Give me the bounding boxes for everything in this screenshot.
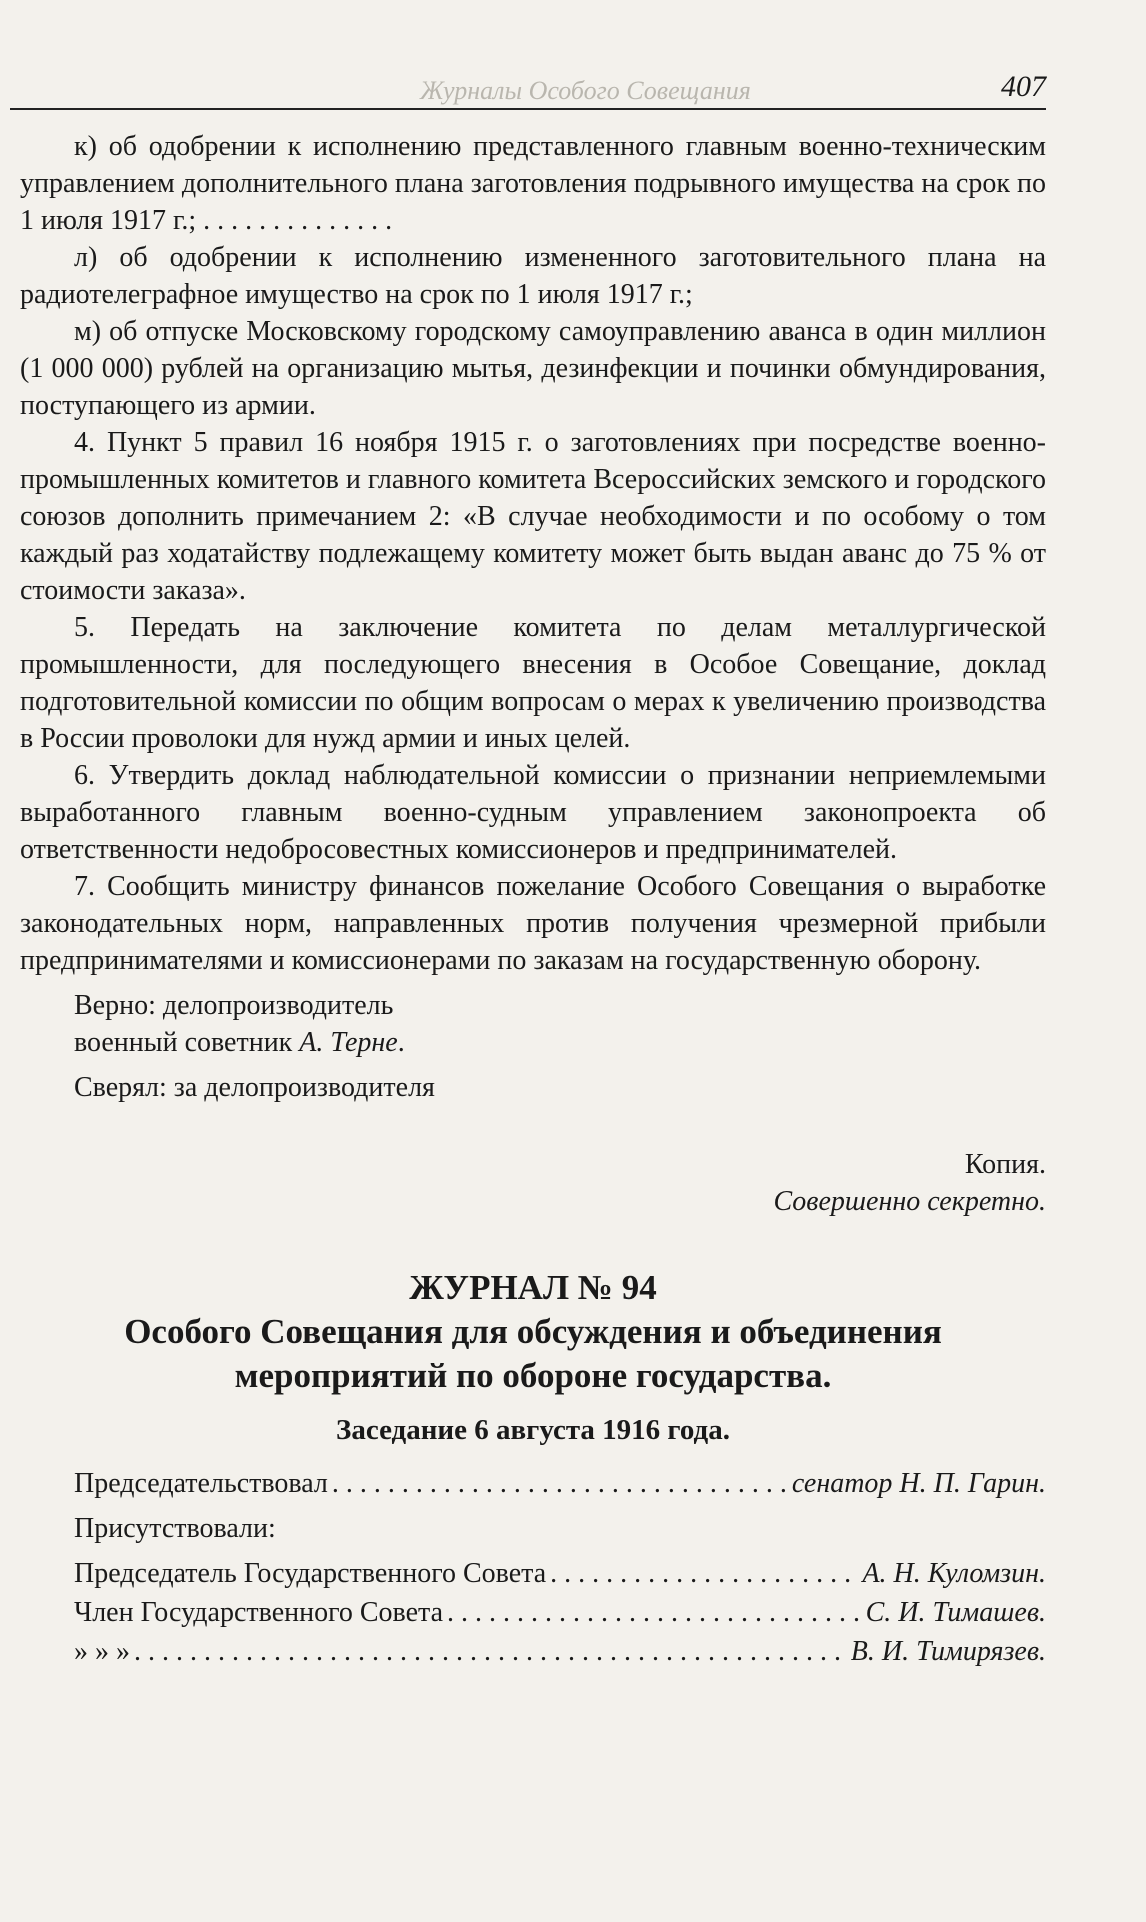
page-body <box>20 128 1046 1671</box>
paragraph-6: 6. Утвердить доклад наблюдательной комиссии о признании неприемлемыми выработанного главным военно-судным управлением законопроекта об ответственности недобросовестных комиссионеров и предпринимателей. <box>20 760 1046 865</box>
signature-title: военный советник <box>74 1027 300 1058</box>
secret-mark: Совершенно секретно. <box>773 1186 1046 1217</box>
running-title: Журналы Особого Совещания <box>420 76 751 105</box>
attendee-label: Член Государственного Совета <box>74 1597 444 1628</box>
attendee-label: Председатель Государственного Совета <box>74 1558 547 1589</box>
paragraph-4: 4. Пункт 5 правил 16 ноября 1915 г. о заготовлениях при посредстве военно-промышленных комитетов и главного комитета Всероссийских земского и городского союзов дополнить примечанием 2: «В случае необходимости и по особому о том каждый раз ходатайству подлежащему комитету может быть выдан аванс до 75 % от стоимости заказа». <box>20 427 1046 606</box>
attendee-row <box>20 1554 1046 1593</box>
paragraph-l: л) об одобрении к исполнению измененного заготовительного плана на радиотелеграфное имущество на срок по 1 июля 1917 г.; <box>20 242 1046 310</box>
paragraph-k: к) об одобрении к исполнению представленного главным военно-техническим управлением дополнительного плана заготовления подрывного имущества на срок по 1 июля 1917 г.; . . . . . . . . . . . . . . <box>20 131 1046 236</box>
page-number: 407 <box>1001 70 1046 103</box>
signature-name: А. Терне <box>299 1027 398 1058</box>
attendee-label: » » » <box>74 1636 130 1667</box>
attendee-name: С. И. Тимашев. <box>865 1597 1046 1628</box>
leader-dots <box>550 1554 858 1593</box>
attendee-name: В. И. Тимирязев. <box>850 1636 1046 1667</box>
journal-title: ЖУРНАЛ № 94 <box>409 1268 657 1307</box>
attendee-row <box>20 1593 1046 1632</box>
leader-dots <box>447 1593 862 1632</box>
leader-dots <box>134 1632 847 1671</box>
paragraph-m: м) об отпуске Московскому городскому самоуправлению аванса в один миллион (1 000 000) рублей на организацию мытья, дезинфекции и починки обмундирования, поступающего из армии. <box>20 316 1046 421</box>
session-date: Заседание 6 августа 1916 года. <box>336 1414 730 1446</box>
present-label: Присутствовали: <box>74 1513 276 1544</box>
chair-value: сенатор Н. П. Гарин. <box>791 1468 1046 1499</box>
running-header <box>10 18 1046 110</box>
attendee-row <box>20 1632 1046 1671</box>
copy-mark: Копия. <box>964 1149 1046 1180</box>
signature-line-2 <box>20 1024 1046 1061</box>
paragraph-7: 7. Сообщить министру финансов пожелание Особого Совещания о выработке законодательных норм, направленных против получения чрезмерной прибыли предпринимателями и комиссионерами по заказам на государственную оборону. <box>20 871 1046 976</box>
journal-subtitle-1: Особого Совещания для обсуждения и объединения <box>124 1312 942 1351</box>
signature-line-3: Сверял: за делопроизводителя <box>74 1072 435 1103</box>
signature-line-1: Верно: делопроизводитель <box>74 990 394 1021</box>
chair-label: Председательствовал <box>74 1468 328 1499</box>
leader-dots <box>332 1464 788 1503</box>
attendee-name: А. Н. Куломзин. <box>862 1558 1046 1589</box>
signature-period: . <box>397 1027 405 1058</box>
chair-row <box>20 1464 1046 1503</box>
paragraph-5: 5. Передать на заключение комитета по делам металлургической промышленности, для последующего внесения в Особое Совещание, доклад подготовительной комиссии по общим вопросам о мерах к увеличению производства в России проволоки для нужд армии и иных целей. <box>20 612 1046 754</box>
journal-subtitle-2: мероприятий по обороне государства. <box>234 1356 832 1395</box>
